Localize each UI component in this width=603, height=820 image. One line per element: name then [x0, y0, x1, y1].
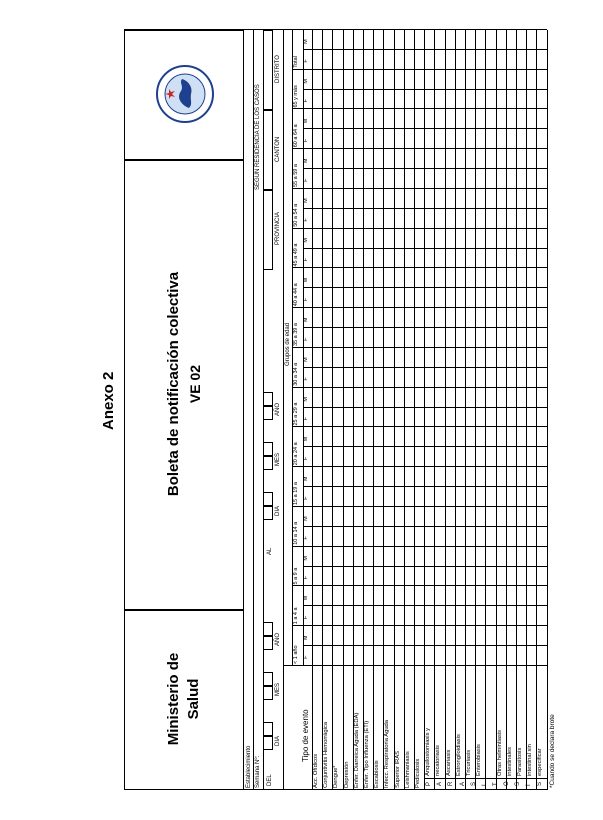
sex-m-header: M [303, 436, 309, 442]
event-label: Acc. Ofídicos [313, 753, 319, 788]
del-anio-label: AÑO [275, 632, 281, 646]
sex-m-header: M [303, 79, 309, 84]
sex-m-header: M [303, 39, 309, 44]
del-year-box-1[interactable] [263, 636, 273, 650]
event-label: Enterobiasis [476, 744, 483, 776]
row-rule [343, 30, 344, 790]
annex-title: Anexo 2 [100, 371, 117, 430]
distrito-box[interactable] [263, 30, 273, 110]
del-month-box-2[interactable] [263, 672, 273, 686]
sex-rule [303, 248, 547, 249]
logo-box [124, 30, 244, 160]
row-rule [353, 30, 354, 790]
row-rule [526, 30, 527, 790]
column-rule [292, 307, 547, 308]
al-year-box-2[interactable] [263, 392, 273, 406]
event-label: especificar [537, 748, 544, 776]
canton-label: CANTON [275, 136, 281, 162]
event-label: Superior IRAS [394, 750, 401, 788]
row-rule [475, 30, 476, 790]
ministry-box [124, 610, 244, 790]
row-rule [547, 30, 548, 790]
sex-rule [303, 89, 547, 90]
column-rule [292, 586, 547, 587]
sex-rule [303, 486, 547, 487]
sex-f-header: F [303, 297, 309, 302]
sex-f-header: F [303, 218, 309, 222]
column-rule [292, 506, 547, 507]
parasitosis-letter: R [448, 781, 455, 786]
sex-m-header: M [303, 198, 309, 203]
distrito-label: DISTRITO [275, 55, 281, 83]
event-label: Depresión [343, 761, 350, 788]
row-rule [506, 30, 507, 790]
del-mes-label: MES [275, 682, 281, 696]
sex-f-header: F [303, 416, 309, 421]
sex-f-header: F [303, 655, 309, 659]
sex-f-header: F [303, 575, 309, 580]
age-group-header: 10 a 14 a [293, 521, 299, 545]
sex-rule [303, 208, 547, 209]
sex-m-header: M [303, 238, 309, 243]
column-rule [292, 625, 547, 626]
parasitosis-letter: A [437, 781, 444, 786]
al-mes-label: MES [275, 452, 281, 466]
tipo-evento-header: Tipo de evento [301, 709, 310, 762]
ministry-line2: Salud [185, 678, 202, 720]
form-title: Boleta de notificación colectiva [165, 271, 182, 497]
parasitosis-divider [424, 778, 546, 779]
event-label: Enfer. Diarreica Aguda (EDA) [353, 712, 360, 788]
event-label: Infecc. Respiratoria Aguda [384, 720, 391, 788]
semana-label: Semana Nº: [255, 755, 261, 788]
ministry-line1: Ministerio de [165, 652, 182, 746]
parasitosis-letter: O [504, 781, 511, 786]
sex-rule [303, 605, 547, 606]
provincia-box[interactable] [263, 190, 273, 270]
sex-rule [303, 526, 547, 527]
parasitosis-letter: I [526, 784, 533, 786]
parasitosis-letter: P [426, 781, 433, 786]
column-rule [292, 387, 547, 388]
sex-f-header: F [303, 138, 309, 143]
age-group-header: 20 a 24 a [293, 442, 299, 466]
column-rule [292, 188, 547, 189]
event-label: Pediculosis [415, 758, 421, 788]
sex-m-header: M [303, 317, 309, 323]
canton-box[interactable] [263, 110, 273, 190]
sex-m-header: M [303, 595, 309, 601]
al-day-box-2[interactable] [263, 492, 273, 506]
age-group-header: 60 a 64 a [293, 124, 299, 148]
al-anio-label: AÑO [275, 402, 281, 416]
age-group-header: 35 a 39 a [293, 323, 299, 346]
al-dia-label: DIA [275, 505, 281, 516]
sex-m-header: M [303, 556, 309, 561]
sex-f-header: F [303, 377, 309, 381]
column-rule [292, 109, 547, 110]
sex-rule [303, 446, 547, 447]
row-rule [322, 30, 323, 790]
del-dia-label: DIA [275, 735, 281, 746]
event-label: intestinal sin [527, 744, 534, 776]
sex-m-header: M [303, 635, 309, 641]
column-rule [292, 546, 547, 547]
age-group-header: 15 a 19 a [293, 482, 299, 505]
al-year-box-1[interactable] [263, 406, 273, 420]
al-label: AL [267, 547, 273, 555]
del-month-box-1[interactable] [263, 686, 273, 700]
age-group-header: < 1 año [293, 645, 299, 664]
form-code: VE 02 [187, 364, 203, 404]
del-day-box-1[interactable] [263, 736, 273, 750]
sex-f-header: F [303, 496, 309, 500]
event-label: Leishmaniasis [404, 751, 411, 788]
sex-f-header: F [303, 59, 309, 63]
row-rule [312, 30, 313, 790]
form-title-box [124, 160, 244, 610]
notification-form [124, 30, 603, 790]
footnote: *Cuando se declara brote [548, 714, 556, 788]
sex-f-header: F [303, 337, 309, 341]
event-label: Parasitosis [517, 747, 523, 776]
frame-rule [124, 29, 547, 30]
provincia-label: PROVINCIA [275, 211, 281, 245]
sex-m-header: M [303, 118, 309, 124]
parasitosis-letter: A [459, 781, 466, 786]
row-rule [516, 30, 517, 790]
parasitosis-letter: T [492, 782, 499, 786]
row-rule [536, 30, 537, 790]
sex-f-header: F [303, 456, 309, 461]
sex-m-header: M [303, 516, 309, 521]
sex-f-header: F [303, 536, 309, 540]
age-group-header: 1 a 4 a [293, 607, 299, 625]
event-label: Ascariasis [445, 749, 452, 776]
row-rule [373, 30, 374, 790]
column-rule [292, 69, 547, 70]
sex-m-header: M [303, 397, 309, 402]
del-label: DEL [267, 774, 273, 786]
sex-rule [303, 367, 547, 368]
del-day-box-2[interactable] [263, 722, 273, 736]
event-label: Anquilostomiasis y [425, 727, 432, 776]
event-label: Escabiosis [374, 760, 381, 788]
sex-f-header: F [303, 178, 309, 182]
establecimiento-label: Establecimiento [246, 745, 252, 788]
age-group-header: 65 y más [293, 85, 299, 108]
event-label: Otras helmintiasis [496, 729, 503, 776]
row-rule [332, 30, 333, 790]
frame-rule [124, 789, 547, 790]
column-rule [292, 268, 547, 269]
column-rule [292, 466, 547, 467]
rule [283, 30, 284, 790]
sex-rule [303, 407, 547, 408]
column-rule [292, 148, 547, 149]
row-rule [485, 30, 486, 790]
column-rule [292, 665, 547, 666]
age-group-header: 40 a 44 a [293, 283, 299, 307]
age-group-header: 5 a 9 a [293, 567, 299, 585]
rule [253, 30, 254, 790]
sex-m-header: M [303, 158, 309, 164]
event-label: Tricuriasis [466, 749, 472, 776]
event-label: intestinales [506, 746, 513, 776]
event-label: Enfer. Tipo Influenza (ETI) [364, 720, 370, 788]
sex-rule [303, 128, 547, 129]
row-rule [414, 30, 415, 790]
age-group-header: Total [293, 56, 299, 68]
parasitosis-letter: S [515, 781, 522, 786]
row-rule [424, 30, 425, 790]
column-rule [292, 228, 547, 229]
parasitosis-letter: I [481, 784, 488, 786]
row-rule [303, 30, 304, 666]
row-rule [455, 30, 456, 790]
sex-f-header: F [303, 615, 309, 620]
row-rule [363, 30, 364, 790]
age-group-header: 50 a 54 a [293, 203, 299, 227]
age-group-header: 30 a 34 a [293, 362, 299, 386]
age-group-header: 45 a 49 a [293, 243, 299, 267]
event-label: Dengue* [333, 765, 340, 788]
al-month-box-2[interactable] [263, 442, 273, 456]
al-day-box-1[interactable] [263, 506, 273, 520]
sex-rule [303, 49, 547, 50]
age-group-header: 25 a 29 a [293, 402, 299, 426]
sex-rule [303, 566, 547, 567]
sex-rule [303, 168, 547, 169]
al-month-box-1[interactable] [263, 456, 273, 470]
row-rule [383, 30, 384, 790]
parasitosis-letter: S [470, 781, 477, 786]
row-rule [496, 30, 497, 790]
grupos-edad-header: Grupos de edad [285, 322, 291, 366]
row-rule [394, 30, 395, 790]
parasitosis-letter: S [537, 781, 544, 786]
row-rule [434, 30, 435, 790]
column-rule [292, 427, 547, 428]
age-group-header: 55 a 59 a [293, 164, 299, 187]
del-year-box-2[interactable] [263, 622, 273, 636]
sex-m-header: M [303, 357, 309, 362]
sex-m-header: M [303, 476, 309, 482]
ministry-seal-logo [155, 64, 215, 124]
sex-rule [303, 327, 547, 328]
row-rule [445, 30, 446, 790]
event-label: Estrongiloidiasis [455, 734, 462, 776]
sex-f-header: F [303, 98, 309, 103]
row-rule [404, 30, 405, 790]
sex-rule [303, 287, 547, 288]
sex-f-header: F [303, 257, 309, 262]
event-label: necatoriasis [435, 745, 442, 776]
event-label: Conjuntivitis Hemorrágica [323, 721, 330, 788]
column-rule [292, 347, 547, 348]
sex-rule [303, 645, 547, 646]
sex-m-header: M [303, 277, 309, 283]
residencia-label: SEGÚN RESIDENCIA DE LOS CASOS [255, 84, 261, 190]
row-rule [465, 30, 466, 790]
